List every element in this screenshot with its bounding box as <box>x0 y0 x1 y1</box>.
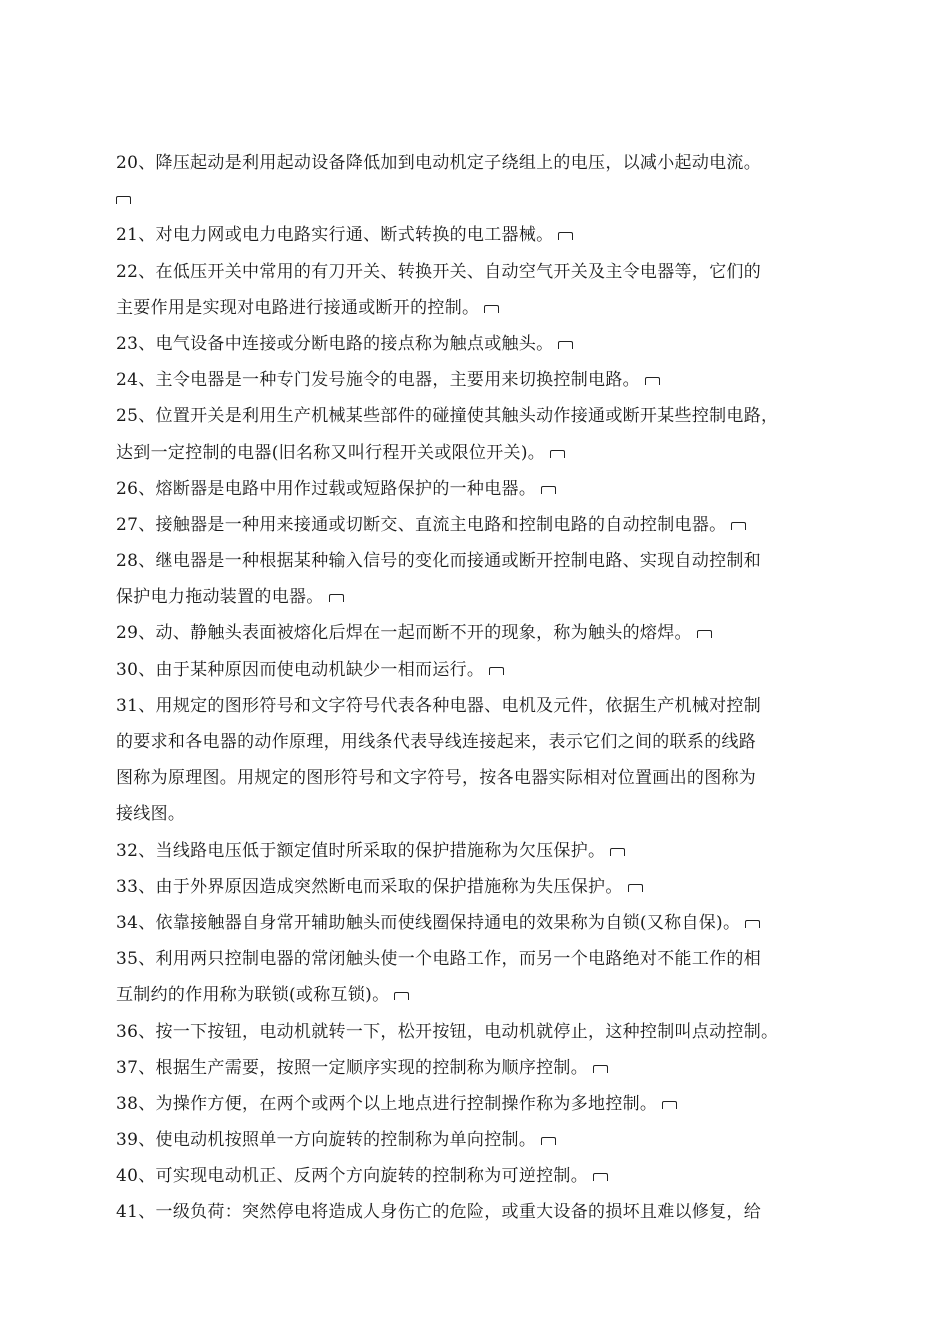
answer-mark-icon <box>558 232 573 241</box>
text-line <box>116 869 856 905</box>
answer-mark-icon <box>558 341 573 350</box>
document-body <box>116 145 856 1231</box>
line-text: 20、降压起动是利用起动设备降低加到电动机定子绕组上的电压，以减小起动电流。 <box>116 153 762 173</box>
text-line <box>116 579 856 615</box>
text-line <box>116 760 856 796</box>
text-line <box>116 615 856 651</box>
answer-mark-icon <box>489 667 504 676</box>
line-text: 28、继电器是一种根据某种输入信号的变化而接通或断开控制电路、实现自动控制和 <box>116 551 762 572</box>
text-line <box>116 833 856 869</box>
text-line <box>116 1086 856 1122</box>
line-text: 40、可实现电动机正、反两个方向旋转的控制称为可逆控制。 <box>116 1166 589 1187</box>
answer-mark-icon <box>697 630 712 639</box>
line-text: 26、熔断器是电路中用作过载或短路保护的一种电器。 <box>116 478 537 499</box>
line-text: 主要作用是实现对电路进行接通或断开的控制。 <box>116 297 480 318</box>
answer-mark-icon <box>645 377 660 386</box>
answer-mark-icon <box>116 196 131 205</box>
text-line <box>116 507 856 543</box>
answer-mark-icon <box>745 920 760 929</box>
text-line <box>116 905 856 941</box>
text-line <box>116 977 856 1013</box>
line-text: 保护电力拖动装置的电器。 <box>116 587 324 608</box>
text-line <box>116 181 856 217</box>
answer-mark-icon <box>731 522 746 531</box>
line-text: 41、一级负荷：突然停电将造成人身伤亡的危险，或重大设备的损坏且难以修复，给 <box>116 1202 762 1223</box>
line-text: 32、当线路电压低于额定值时所采取的保护措施称为欠压保护。 <box>116 840 606 861</box>
text-line <box>116 435 856 471</box>
answer-mark-icon <box>628 884 643 893</box>
line-text: 36、按一下按钮，电动机就转一下，松开按钮，电动机就停止，这种控制叫点动控制。 <box>116 1021 779 1042</box>
text-line <box>116 688 856 724</box>
text-line <box>116 471 856 507</box>
text-line <box>116 362 856 398</box>
text-line <box>116 1194 856 1230</box>
line-text: 互制约的作用称为联锁(或称互锁)。 <box>116 985 390 1006</box>
line-text: 38、为操作方便，在两个或两个以上地点进行控制操作称为多地控制。 <box>116 1093 658 1114</box>
line-text: 29、动、静触头表面被熔化后焊在一起而断不开的现象，称为触头的熔焊。 <box>116 623 692 644</box>
line-text: 39、使电动机按照单一方向旋转的控制称为单向控制。 <box>116 1130 537 1151</box>
answer-mark-icon <box>541 486 556 495</box>
line-text: 37、根据生产需要，按照一定顺序实现的控制称为顺序控制。 <box>116 1057 589 1078</box>
line-text: 达到一定控制的电器(旧名称又叫行程开关或限位开关)。 <box>116 442 546 463</box>
line-text: 30、由于某种原因而使电动机缺少一相而运行。 <box>116 659 485 680</box>
text-line <box>116 1158 856 1194</box>
answer-mark-icon <box>610 848 625 857</box>
text-line <box>116 398 856 434</box>
line-text: 图称为原理图。用规定的图形符号和文字符号，按各电器实际相对位置画出的图称为 <box>116 768 757 789</box>
answer-mark-icon <box>593 1173 608 1182</box>
text-line <box>116 145 856 181</box>
text-line <box>116 724 856 760</box>
answer-mark-icon <box>394 992 409 1001</box>
text-line <box>116 652 856 688</box>
line-text: 33、由于外界原因造成突然断电而采取的保护措施称为失压保护。 <box>116 876 623 897</box>
line-text: 24、主令电器是一种专门发号施令的电器，主要用来切换控制电路。 <box>116 370 640 391</box>
answer-mark-icon <box>484 305 499 314</box>
line-text: 25、位置开关是利用生产机械某些部件的碰撞使其触头动作接通或断开某些控制电路， <box>116 406 779 427</box>
line-text: 27、接触器是一种用来接通或切断交、直流主电路和控制电路的自动控制电器。 <box>116 514 727 535</box>
answer-mark-icon <box>662 1101 677 1110</box>
text-line <box>116 326 856 362</box>
text-line <box>116 1050 856 1086</box>
line-text: 22、在低压开关中常用的有刀开关、转换开关、自动空气开关及主令电器等，它们的 <box>116 261 762 282</box>
answer-mark-icon <box>329 594 344 603</box>
text-line <box>116 254 856 290</box>
text-line <box>116 543 856 579</box>
line-text: 35、利用两只控制电器的常闭触头使一个电路工作，而另一个电路绝对不能工作的相 <box>116 949 762 970</box>
answer-mark-icon <box>593 1065 608 1074</box>
line-text: 31、用规定的图形符号和文字符号代表各种电器、电机及元件，依据生产机械对控制 <box>116 695 762 716</box>
line-text: 21、对电力网或电力电路实行通、断式转换的电工器械。 <box>116 225 554 246</box>
line-text: 23、电气设备中连接或分断电路的接点称为触点或触头。 <box>116 333 554 354</box>
line-text: 的要求和各电器的动作原理，用线条代表导线连接起来，表示它们之间的联系的线路 <box>116 732 757 752</box>
text-line <box>116 796 856 832</box>
line-text: 34、依靠接触器自身常开辅助触头而使线圈保持通电的效果称为自锁(又称自保)。 <box>116 912 741 933</box>
answer-mark-icon <box>550 450 565 459</box>
text-line <box>116 1122 856 1158</box>
text-line <box>116 941 856 977</box>
line-text: 接线图。 <box>116 804 186 825</box>
text-line <box>116 290 856 326</box>
text-line <box>116 1014 856 1050</box>
answer-mark-icon <box>541 1137 556 1146</box>
text-line <box>116 217 856 253</box>
